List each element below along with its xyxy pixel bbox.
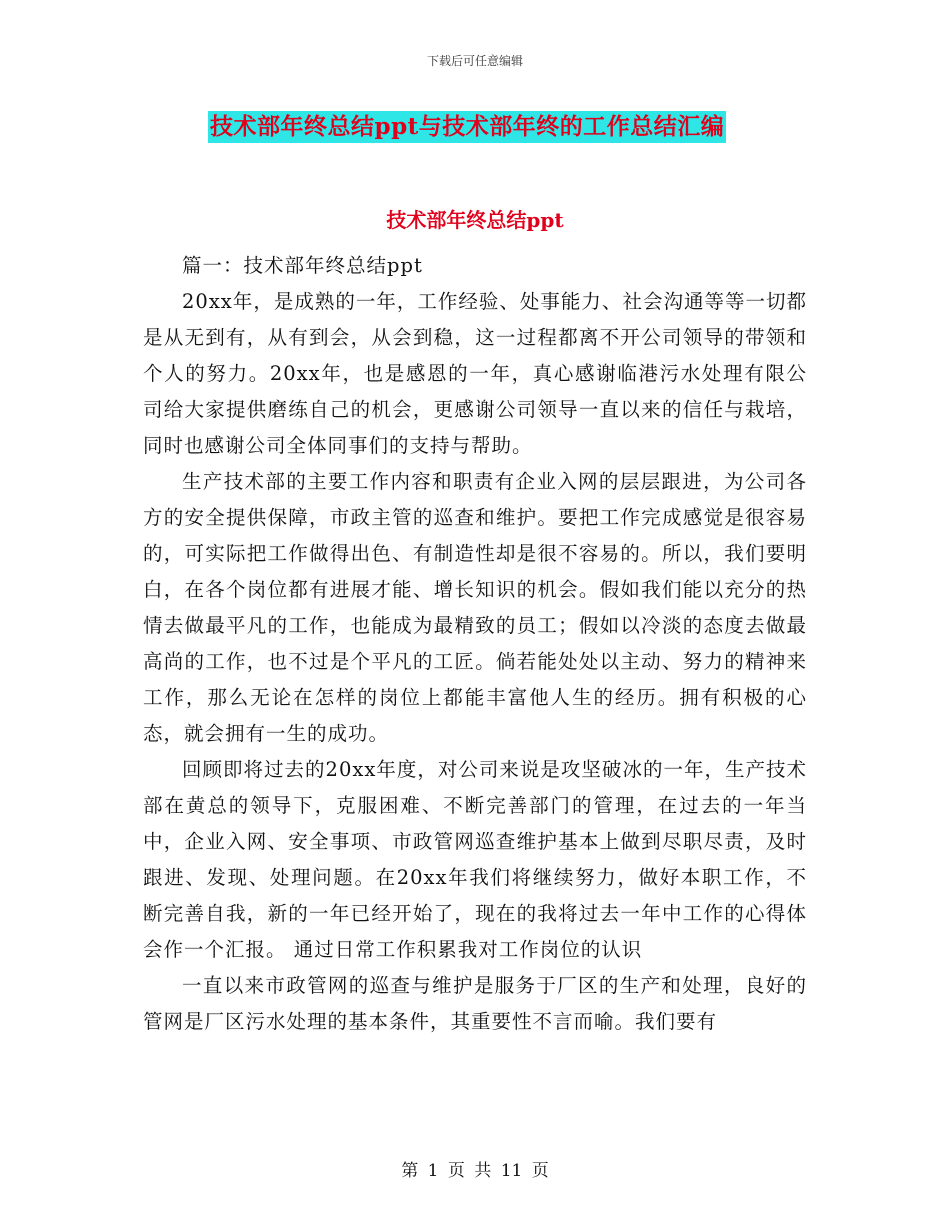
page-footer: 第 1 页 共 11 页	[401, 1161, 549, 1181]
body-text	[143, 248, 807, 1040]
paragraph: 一直以来市政管网的巡查与维护是服务于厂区的生产和处理，良好的管网是厂区污水处理的基本条件，其重要性不言而喻。我们要有	[143, 974, 807, 1033]
paragraph: 20xx年，是成熟的一年，工作经验、处事能力、社会沟通等等一切都是从无到有，从有到会，从会到稳，这一过程都离不开公司领导的带领和个人的努力。20xx年，也是感恩的一年，真心感谢临港污水处理有限公司给大家提供磨练自己的机会，更感谢公司领导一直以来的信任与栽培，同时也感谢公司全体同事们的支持与帮助。	[143, 290, 807, 457]
paragraph: 回顾即将过去的20xx年度，对公司来说是攻坚破冰的一年，生产技术部在黄总的领导下，克服困难、不断完善部门的管理，在过去的一年当中，企业入网、安全事项、市政管网巡查维护基本上做到尽职尽责，及时跟进、发现、处理问题。在20xx年我们将继续努力，做好本职工作，不断完善自我，新的一年已经开始了，现在的我将过去一年中工作的心得体会作一个汇报。 通过日常工作积累我对工作岗位的认识	[143, 758, 807, 961]
paragraph: 生产技术部的主要工作内容和职责有企业入网的层层跟进，为公司各方的安全提供保障，市政主管的巡查和维护。要把工作完成感觉是很容易的，可实际把工作做得出色、有制造性却是很不容易的。所以，我们要明白，在各个岗位都有进展才能、增长知识的机会。假如我们能以充分的热情去做最平凡的工作，也能成为最精致的员工；假如以冷淡的态度去做最高尚的工作，也不过是个平凡的工匠。倘若能处处以主动、努力的精神来工作，那么无论在怎样的岗位上都能丰富他人生的经历。拥有积极的心态，就会拥有一生的成功。	[143, 470, 807, 745]
paragraph: 篇一：技术部年终总结ppt	[182, 254, 423, 277]
sub-title: 技术部年终总结ppt	[386, 208, 564, 232]
main-title: 技术部年终总结ppt与技术部年终的工作总结汇编	[208, 111, 726, 143]
header-note: 下载后可任意编辑	[426, 54, 523, 68]
